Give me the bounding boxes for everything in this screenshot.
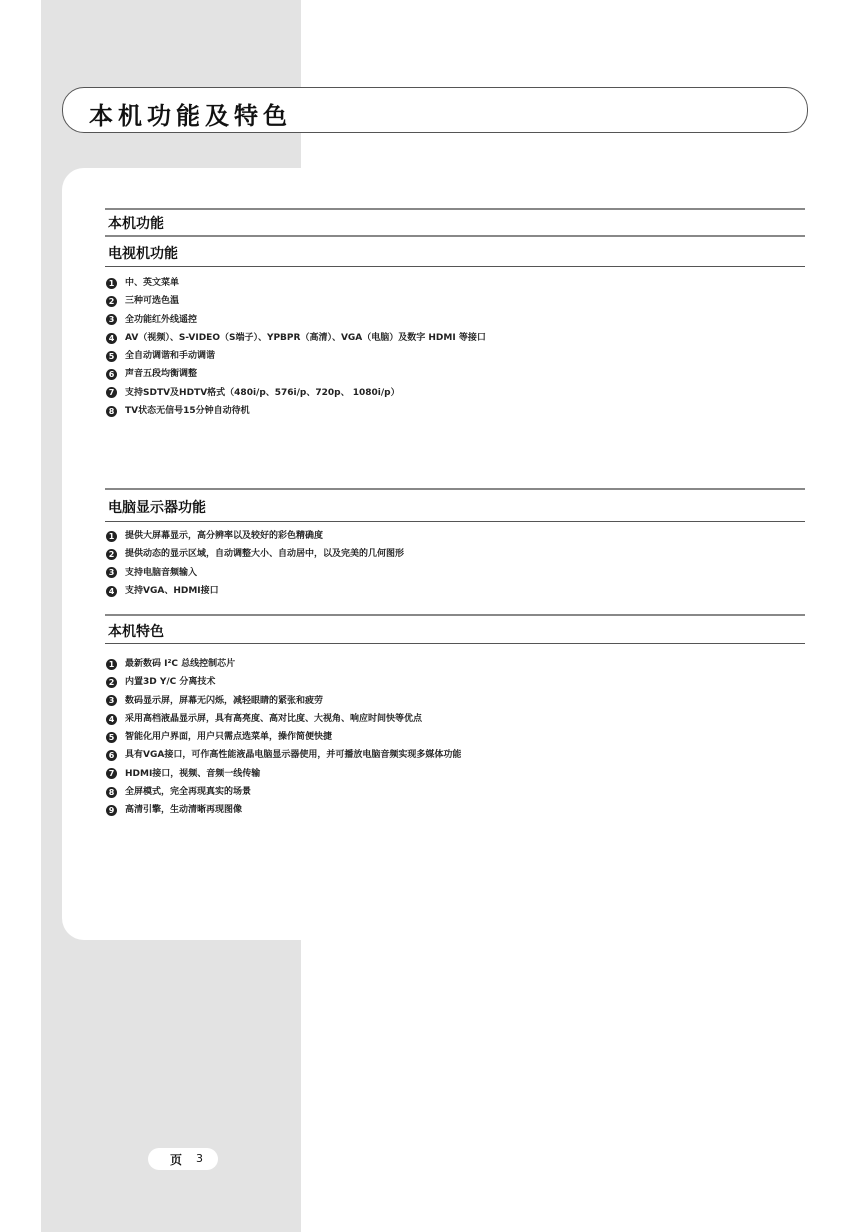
pc-monitor-heading: 电脑显示器功能 [108, 500, 206, 516]
special-features-heading: 本机特色 [108, 624, 164, 640]
item-number-badge: 5 [106, 351, 117, 362]
item-text: 数码显示屏，屏幕无闪烁，减轻眼睛的紧张和疲劳 [125, 695, 324, 706]
features-heading: 本机功能 [108, 216, 164, 232]
item-number-badge: 8 [106, 787, 117, 798]
item-text: AV（视频）、S-VIDEO（S端子）、YPBPR（高清）、VGA（电脑）及数字 HDMI 等接口 [125, 332, 486, 343]
item-text: 全屏模式，完全再现真实的场景 [125, 787, 252, 798]
list-item [106, 402, 486, 420]
section-divider [105, 208, 805, 210]
item-number-badge: 8 [106, 406, 117, 417]
page-number: 3 [196, 1152, 203, 1165]
item-number-badge: 6 [106, 369, 117, 380]
list-item [106, 783, 461, 801]
item-number-badge: 3 [106, 567, 117, 578]
item-number-badge: 4 [106, 333, 117, 344]
page-title: 本机功能及特色 [89, 102, 292, 130]
section-divider [105, 235, 805, 237]
list-item [106, 527, 404, 545]
section-divider [105, 643, 805, 644]
list-item [106, 582, 404, 600]
item-text: 支持电脑音频输入 [125, 567, 198, 578]
list-item [106, 365, 486, 383]
item-number-badge: 2 [106, 677, 117, 688]
item-text: 智能化用户界面，用户只需点选菜单，操作简便快捷 [125, 732, 333, 743]
item-text: 中、英文菜单 [125, 278, 180, 288]
tv-functions-heading: 电视机功能 [108, 246, 178, 262]
list-item [106, 710, 461, 728]
list-item [106, 673, 461, 691]
list-item [106, 545, 404, 563]
item-text: 全自动调谐和手动调谐 [125, 351, 216, 362]
item-number-badge: 6 [106, 750, 117, 761]
list-item [106, 347, 486, 365]
item-text: 提供大屏幕显示，高分辨率以及较好的彩色精确度 [125, 531, 324, 541]
list-item [106, 765, 461, 783]
page-tab [148, 1148, 218, 1170]
item-number-badge: 3 [106, 314, 117, 325]
list-item [106, 384, 486, 402]
section-divider [105, 521, 805, 522]
item-text: 内置3D Y/C 分离技术 [125, 677, 216, 688]
item-text: HDMI接口，视频、音频一线传输 [125, 768, 261, 779]
item-number-badge: 4 [106, 714, 117, 725]
title-box [62, 87, 808, 133]
item-text: 最新数码 I²C 总线控制芯片 [125, 659, 236, 669]
list-item [106, 692, 461, 710]
item-text: 三种可选色温 [125, 296, 180, 307]
item-number-badge: 4 [106, 586, 117, 597]
list-item [106, 728, 461, 746]
item-text: TV状态无信号15分钟自动待机 [125, 406, 250, 417]
list-item [106, 746, 461, 764]
item-number-badge: 2 [106, 549, 117, 560]
list-item [106, 801, 461, 819]
item-number-badge: 1 [106, 278, 117, 289]
item-text: 具有VGA接口，可作高性能液晶电脑显示器使用，并可播放电脑音频实现多媒体功能 [125, 750, 462, 761]
section-divider [105, 614, 805, 616]
list-item [106, 292, 486, 310]
item-number-badge: 9 [106, 805, 117, 816]
tv-functions-list [106, 274, 486, 420]
item-text: 提供动态的显示区域，自动调整大小、自动居中，以及完美的几何图形 [125, 549, 405, 560]
list-item [106, 564, 404, 582]
list-item [106, 329, 486, 347]
page-label: 页 [170, 1153, 183, 1167]
list-item [106, 274, 486, 292]
special-features-list [106, 655, 461, 820]
item-text: 支持SDTV及HDTV格式（480i/p、576i/p、720p、 1080i/p） [125, 387, 400, 398]
item-text: 支持VGA、HDMI接口 [125, 585, 219, 596]
item-number-badge: 3 [106, 695, 117, 706]
section-divider [105, 488, 805, 490]
item-number-badge: 1 [106, 531, 117, 542]
item-number-badge: 7 [106, 387, 117, 398]
item-text: 高清引擎，生动清晰再现图像 [125, 805, 243, 816]
item-number-badge: 7 [106, 768, 117, 779]
item-text: 采用高档液晶显示屏，具有高亮度、高对比度、大视角、响应时间快等优点 [125, 713, 423, 724]
list-item [106, 655, 461, 673]
item-number-badge: 1 [106, 659, 117, 670]
pc-monitor-list [106, 527, 404, 600]
item-text: 声音五段均衡调整 [125, 369, 198, 380]
item-text: 全功能红外线遥控 [125, 314, 198, 325]
list-item [106, 311, 486, 329]
section-divider [105, 266, 805, 267]
item-number-badge: 2 [106, 296, 117, 307]
item-number-badge: 5 [106, 732, 117, 743]
content-panel [62, 168, 822, 940]
